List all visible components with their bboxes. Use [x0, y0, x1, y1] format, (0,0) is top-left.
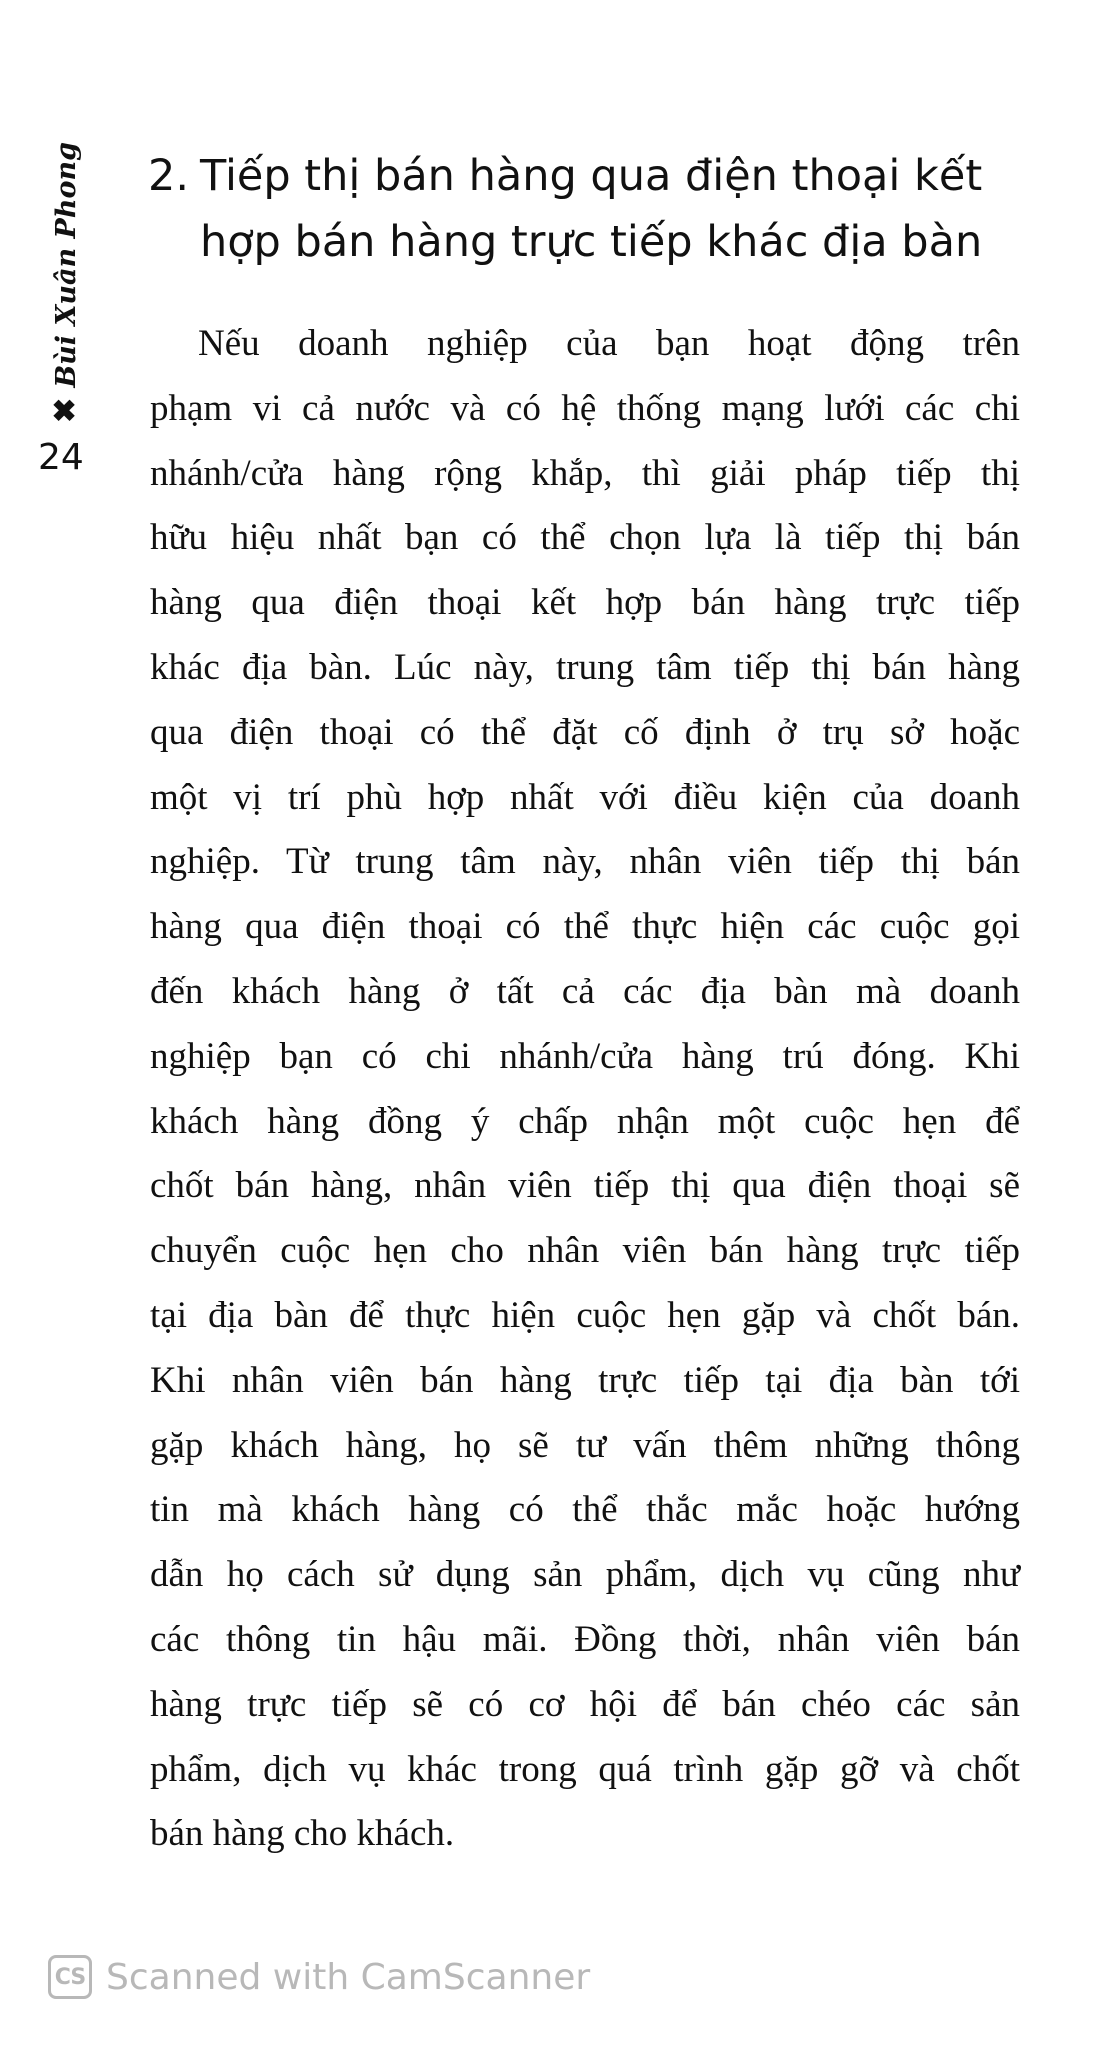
text-line: hàng qua điện thoại kết hợp bán hàng trực tiếp: [150, 582, 1020, 624]
watermark-text: Scanned with CamScanner: [106, 1956, 591, 1998]
text-line: qua điện thoại có thể đặt cố định ở trụ sở hoặc: [150, 711, 1020, 753]
page-number: 24: [38, 437, 84, 478]
text-line: Khi nhân viên bán hàng trực tiếp tại địa bàn tới: [150, 1359, 1020, 1401]
text-line: chốt bán hàng, nhân viên tiếp thị qua điện thoại sẽ: [150, 1165, 1020, 1207]
text-line: tại địa bàn để thực hiện cuộc hẹn gặp và chốt bán.: [150, 1294, 1020, 1336]
scanner-watermark: [48, 1955, 590, 1999]
text-line: Nếu doanh nghiệp của bạn hoạt động trên: [198, 323, 1020, 364]
text-line: hữu hiệu nhất bạn có thể chọn lựa là tiếp thị bán: [150, 517, 1020, 559]
body-paragraph: [150, 312, 1020, 1867]
text-line: đến khách hàng ở tất cả các địa bàn mà doanh: [150, 970, 1020, 1012]
camscanner-logo-icon: CS: [48, 1955, 92, 1999]
text-line: phẩm, dịch vụ khác trong quá trình gặp gỡ và chốt: [150, 1748, 1020, 1790]
text-line: dẫn họ cách sử dụng sản phẩm, dịch vụ cũng như: [150, 1554, 1020, 1596]
section-number: 2.: [148, 151, 190, 201]
text-line: tin mà khách hàng có thể thắc mắc hoặc hướng: [150, 1489, 1020, 1531]
text-line: khác địa bàn. Lúc này, trung tâm tiếp thị bán hàng: [150, 646, 1020, 688]
text-line: hàng qua điện thoại có thể thực hiện các cuộc gọi: [150, 906, 1020, 948]
heading-line-1: Tiếp thị bán hàng qua điện thoại kết: [200, 151, 983, 201]
text-line: chuyển cuộc hẹn cho nhân viên bán hàng trực tiếp: [150, 1230, 1020, 1272]
running-header: [38, 142, 86, 482]
text-line: phạm vi cả nước và có hệ thống mạng lưới các chi: [150, 387, 1020, 429]
text-line: bán hàng cho khách.: [150, 1813, 455, 1855]
text-line: khách hàng đồng ý chấp nhận một cuộc hẹn để: [150, 1100, 1020, 1142]
text-line: nhánh/cửa hàng rộng khắp, thì giải pháp tiếp thị: [150, 452, 1020, 494]
text-line: các thông tin hậu mãi. Đồng thời, nhân viên bán: [150, 1618, 1020, 1660]
text-line: hàng trực tiếp sẽ có cơ hội để bán chéo các sản: [150, 1683, 1020, 1725]
running-header-text: [42, 142, 90, 482]
text-line: một vị trí phù hợp nhất với điều kiện của doanh: [150, 776, 1020, 818]
text-line: nghiệp. Từ trung tâm này, nhân viên tiếp thị bán: [150, 841, 1020, 883]
section-heading: [148, 143, 1038, 275]
text-line: gặp khách hàng, họ sẽ tư vấn thêm những thông: [150, 1424, 1020, 1466]
text-line: nghiệp bạn có chi nhánh/cửa hàng trú đóng. Khi: [150, 1035, 1020, 1077]
author-name: Bùi Xuân Phong: [50, 142, 82, 388]
heading-line-2: hợp bán hàng trực tiếp khác địa bàn: [200, 217, 983, 267]
x-ornament-icon: ✖: [48, 397, 83, 423]
